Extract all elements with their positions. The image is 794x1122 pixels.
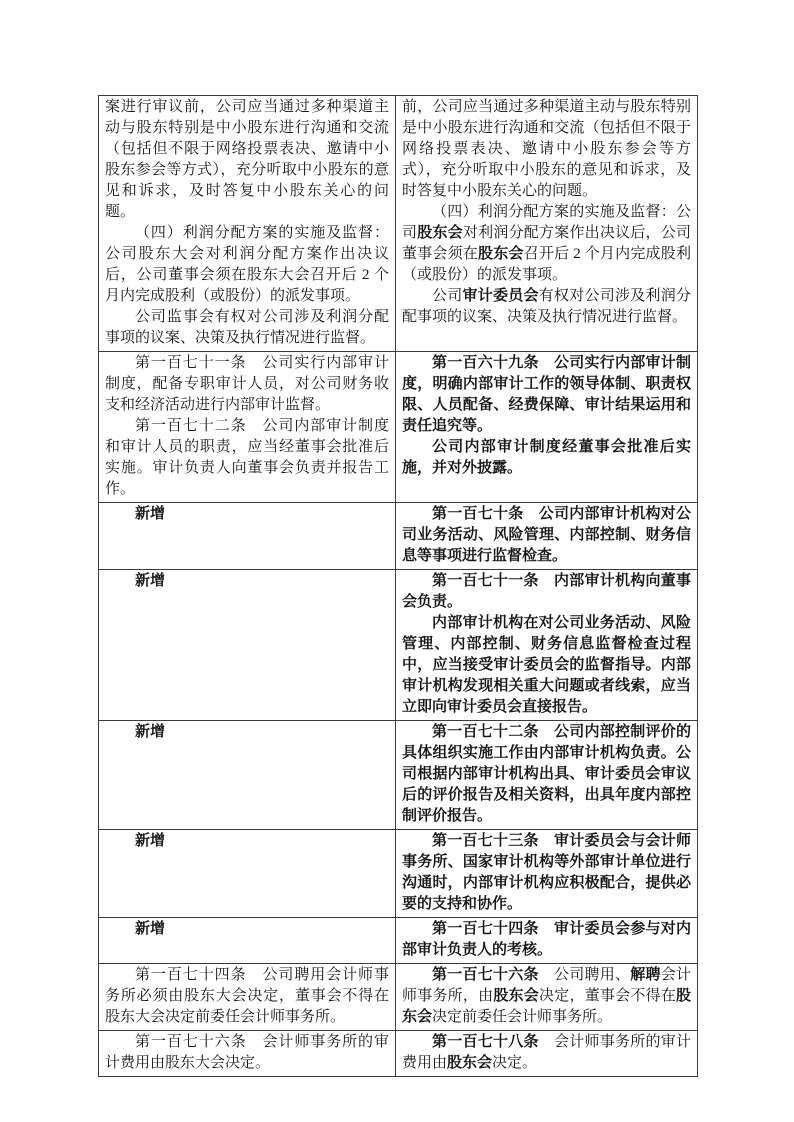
new-version-cell — [396, 964, 698, 1031]
new-version-cell — [396, 352, 698, 503]
amended-text-run: 第一百七十六条 — [432, 967, 539, 983]
amended-text-run: 新增 — [135, 833, 166, 849]
new-version-cell — [396, 918, 698, 964]
paragraph — [402, 286, 691, 328]
paragraph — [105, 919, 389, 940]
text-run: 决定，董事会不得在 — [539, 988, 676, 1004]
amended-text-run: 第一百七十二条 公司内部控制评价的具体组织实施工作由内部审计机构负责。公司根据内部审计机构出具、审计委员会审议后的评价报告及相关资料，出具年度内部控制评价报告。 — [402, 724, 691, 824]
amended-text-run: 第一百七十三条 审计委员会与会计师事务所、国家审计机构等外部审计单位进行沟通时，内部审计机构应积极配合，提供必要的支持和协作。 — [402, 833, 691, 912]
paragraph — [402, 504, 691, 567]
amended-text-run: 第一百七十四条 审计委员会参与对内部审计负责人的考核。 — [402, 921, 691, 958]
paragraph — [402, 353, 691, 437]
text-run: 第一百七十四条 公司聘用会计师事务所必须由股东大会决定，董事会不得在股东大会决定前委任会计师事务所。 — [105, 967, 389, 1025]
paragraph — [105, 1032, 389, 1074]
paragraph — [105, 223, 389, 307]
paragraph — [402, 722, 691, 827]
amended-text-run: 新增 — [135, 724, 166, 740]
text-run: 案进行审议前，公司应当通过多种渠道主动与股东特别是中小股东进行沟通和交流（包括但不限于网络投票表决、邀请中小股东参会等方式），充分听取中小股东的意见和诉求，及时答复中小股东关心的问题。 — [105, 99, 389, 220]
text-run: 会计师事务所，由 — [402, 967, 691, 1004]
paragraph — [402, 437, 691, 479]
old-version-cell — [99, 830, 396, 918]
text-run: 决定。 — [492, 1055, 538, 1071]
text-run: 公司监事会有权对公司涉及利润分配事项的议案、决策及执行情况进行监督。 — [105, 309, 389, 346]
text-run: 有权对公司涉及利润分配事项的议案、决策及执行情况进行监督。 — [402, 288, 691, 325]
new-version-cell — [396, 503, 698, 570]
text-run: 决定前委任会计师事务所。 — [432, 1009, 613, 1025]
paragraph — [402, 1032, 691, 1074]
amended-text-run: 股东会 — [417, 225, 463, 241]
paragraph — [402, 202, 691, 286]
table-row — [99, 964, 698, 1031]
new-version-cell — [396, 721, 698, 830]
text-run: （四）利润分配方案的实施及监督：公司 — [402, 204, 691, 241]
old-version-cell — [99, 964, 396, 1031]
table-row — [99, 721, 698, 830]
old-version-cell — [99, 721, 396, 830]
paragraph — [105, 353, 389, 416]
table-row — [99, 503, 698, 570]
new-version-cell — [396, 1031, 698, 1077]
table-row — [99, 830, 698, 918]
amended-text-run: 新增 — [135, 573, 166, 589]
text-run: 第一百七十六条 会计师事务所的审计费用由股东大会决定。 — [105, 1034, 389, 1071]
old-version-cell — [99, 1031, 396, 1077]
paragraph — [105, 307, 389, 349]
paragraph — [402, 919, 691, 961]
table-row — [99, 96, 698, 352]
comparison-table-body — [99, 96, 698, 1077]
old-version-cell — [99, 503, 396, 570]
table-row — [99, 352, 698, 503]
text-run: 会计师事务所的审计费用由 — [402, 1034, 691, 1071]
paragraph — [105, 831, 389, 852]
amended-text-run: 股东会 — [447, 1055, 493, 1071]
text-run: （四）利润分配方案的实施及监督：公司股东大会对利润分配方案作出决议后，公司董事会须在股东大会召开后 2 个月内完成股利（或股份）的派发事项。 — [105, 225, 389, 304]
new-version-cell — [396, 830, 698, 918]
paragraph — [402, 831, 691, 915]
paragraph — [402, 97, 691, 202]
table-row — [99, 1031, 698, 1077]
old-version-cell — [99, 352, 396, 503]
paragraph — [105, 97, 389, 223]
comparison-table — [98, 95, 698, 1077]
text-run: 公司 — [432, 288, 463, 304]
table-row — [99, 570, 698, 721]
text-run: 对利润分配方案作出决议后，公司董事会须在 — [402, 225, 691, 262]
paragraph — [105, 416, 389, 500]
text-run: 第一百七十二条 公司内部审计制度和审计人员的职责，应当经董事会批准后实施。审计负责人向董事会负责并报告工作。 — [105, 418, 389, 497]
text-run: 前，公司应当通过多种渠道主动与股东特别是中小股东进行沟通和交流（包括但不限于网络投票表决、邀请中小股东参会等方式），充分听取中小股东的意见和诉求，及时答复中小股东关心的问题。 — [402, 99, 691, 199]
amended-text-run: 股东会 — [478, 246, 524, 262]
old-version-cell — [99, 96, 396, 352]
paragraph — [105, 722, 389, 743]
amended-text-run: 股东会 — [402, 988, 691, 1025]
text-run: 公司聘用、 — [538, 967, 631, 983]
paragraph — [105, 965, 389, 1028]
amended-text-run: 第一百七十条 公司内部审计机构对公司业务活动、风险管理、内部控制、财务信息等事项进行监督检查。 — [402, 506, 691, 564]
paragraph — [402, 613, 691, 718]
paragraph — [105, 504, 389, 525]
paragraph — [402, 571, 691, 613]
old-version-cell — [99, 918, 396, 964]
new-version-cell — [396, 96, 698, 352]
amended-text-run: 第一百七十一条 内部审计机构向董事会负责。 — [402, 573, 691, 610]
amended-text-run: 第一百六十九条 公司实行内部审计制度，明确内部审计工作的领导体制、职责权限、人员配备、经费保障、审计结果运用和责任追究等。 — [402, 355, 691, 434]
text-run: 召开后 2 个月内完成股利（或股份）的派发事项。 — [402, 246, 691, 283]
amended-text-run: 新增 — [135, 921, 166, 937]
amended-text-run: 新增 — [135, 506, 166, 522]
paragraph — [105, 571, 389, 592]
paragraph — [402, 965, 691, 1028]
text-run: 第一百七十一条 公司实行内部审计制度，配备专职审计人员，对公司财务收支和经济活动进行内部审计监督。 — [105, 355, 389, 413]
amended-text-run: 解聘 — [630, 967, 661, 983]
amended-text-run: 股东会 — [493, 988, 539, 1004]
table-row — [99, 918, 698, 964]
amended-text-run: 审计委员会 — [462, 288, 539, 304]
amended-text-run: 第一百七十八条 — [432, 1034, 539, 1050]
old-version-cell — [99, 570, 396, 721]
amended-text-run: 内部审计机构在对公司业务活动、风险管理、内部控制、财务信息监督检查过程中，应当接受审计委员会的监督指导。内部审计机构发现相关重大问题或者线索，应当立即向审计委员会直接报告。 — [402, 615, 691, 715]
amended-text-run: 公司内部审计制度经董事会批准后实施，并对外披露。 — [402, 439, 691, 476]
amendment-comparison-section — [98, 95, 697, 1077]
new-version-cell — [396, 570, 698, 721]
